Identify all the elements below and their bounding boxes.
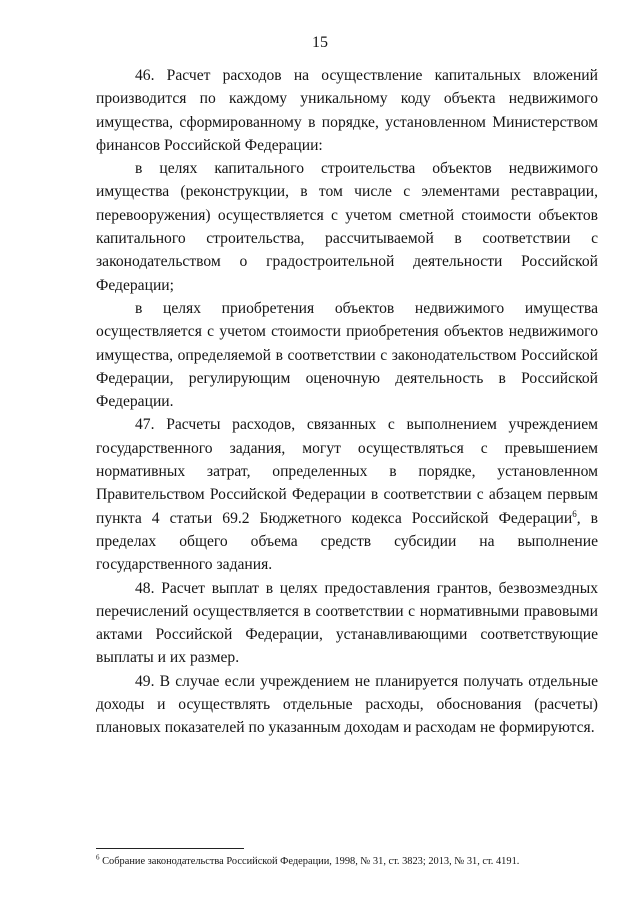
body-text — [96, 64, 598, 740]
footnote-text: Собрание законодательства Российской Федерации, 1998, № 31, ст. 3823; 2013, № 31, ст. 4191. — [99, 856, 520, 867]
footnote — [96, 855, 598, 869]
paragraph-49: 49. В случае если учреждением не планируется получать отдельные доходы и осуществлять отдельные расходы, обоснования (расчеты) плановых показателей по указанным доходам и расходам не формируются. — [96, 672, 598, 737]
paragraph-48: 48. Расчет выплат в целях предоставления грантов, безвозмездных перечислений осуществляется в соответствии с нормативными правовыми актами Российской Федерации, устанавливающими соответствующие выплаты и их размер. — [96, 579, 598, 667]
paragraph-46-acquisition: в целях приобретения объектов недвижимого имущества осуществляется с учетом стоимости приобретения объектов недвижимого имущества, определяемой в соответствии с законодательством Российской Федерации, регулирующим оценочную деятельность в Российской Федерации. — [96, 299, 598, 411]
page-number: 15 — [312, 34, 328, 51]
paragraph-47 — [96, 413, 598, 576]
footnote-divider — [96, 848, 244, 849]
footnote-marker: 6 — [96, 853, 100, 862]
paragraph-46-capital-construction: в целях капитального строительства объектов недвижимого имущества (реконструкции, в том числе с элементами реставрации, перевооружения) осуществляется с учетом сметной стоимости объектов капитального строительства, рассчитываемой в соответствии с законодательством о градостроительной деятельности Российской Федерации; — [96, 160, 598, 294]
paragraph-47-text: 47. Расчеты расходов, связанных с выполнением учреждением государственного задания, могут осуществляться с превышением нормативных затрат, определенных в порядке, установленном Правительством Российской Федерации в соответствии с абзацем первым пункта 4 статьи 69.2 Бюджетного кодекса Российской Федерации — [96, 416, 598, 527]
paragraph-47-text-end: , в пределах общего объема средств субсидии на выполнение государственного задания. — [96, 509, 598, 574]
footnote-reference: 6 — [572, 508, 577, 519]
paragraph-46: 46. Расчет расходов на осуществление капитальных вложений производится по каждому уникальному коду объекта недвижимого имущества, сформированному в порядке, установленном Министерством финансов Российской Федерации: — [96, 67, 598, 154]
